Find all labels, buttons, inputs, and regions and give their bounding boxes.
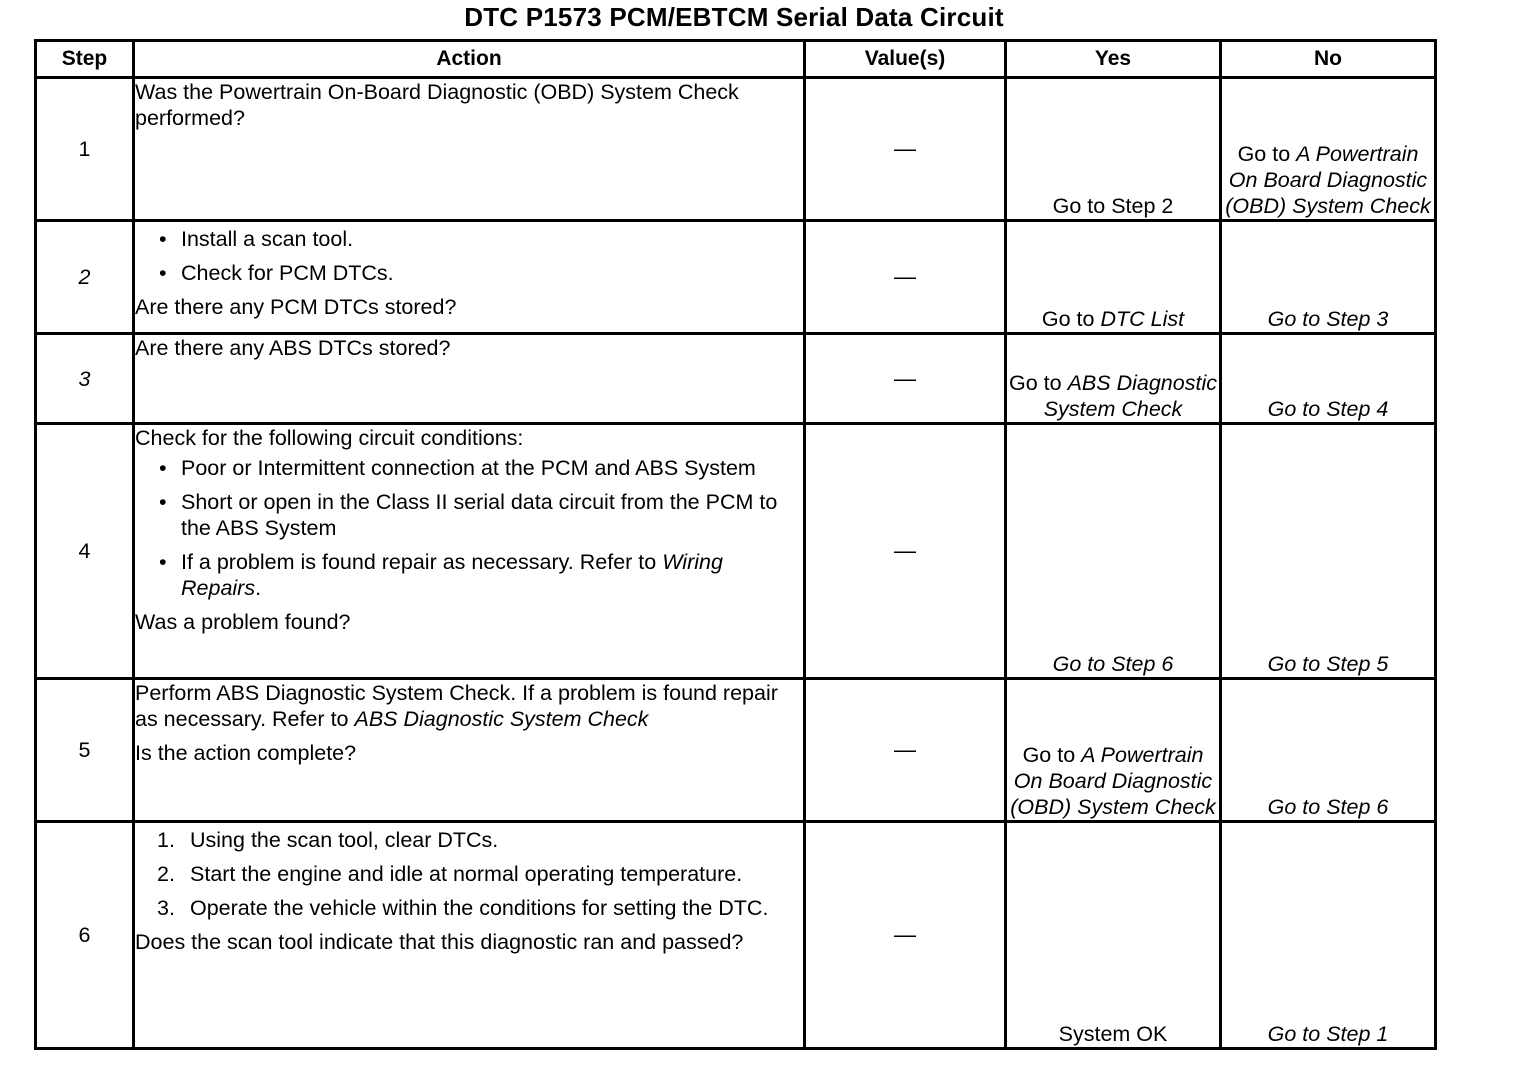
step-number: 2: [36, 221, 134, 334]
action-bullets: [135, 226, 803, 286]
action-question: Was a problem found?: [135, 610, 351, 634]
action-question: Is the action complete?: [135, 741, 357, 765]
diagnostic-table: [34, 39, 1437, 1050]
table-row-step-5: [36, 679, 1436, 822]
item-text: Operate the vehicle within the conditions for setting the DTC.: [190, 896, 769, 920]
value-cell: —: [805, 822, 1006, 1049]
item-number: 1.: [157, 828, 175, 852]
bullet-item: • Check for PCM DTCs.: [135, 260, 803, 286]
action-steps: [135, 827, 803, 921]
header-action: Action: [134, 41, 805, 78]
table-row-step-4: [36, 424, 1436, 679]
bullet-item: • Poor or Intermittent connection at the PCM and ABS System: [135, 455, 803, 481]
step-number: 6: [36, 822, 134, 1049]
action-cell: [134, 424, 805, 679]
header-values: Value(s): [805, 41, 1006, 78]
no-link[interactable]: A Powertrain On Board Diagnostic (OBD) System Check: [1225, 142, 1431, 218]
item-number: 2.: [157, 862, 175, 886]
yes-link[interactable]: DTC List: [1100, 307, 1185, 331]
yes-link[interactable]: ABS Diagnostic System Check: [1043, 371, 1217, 421]
numbered-item: [135, 827, 803, 853]
value-cell: —: [805, 78, 1006, 221]
bullet-item: • Install a scan tool.: [135, 226, 803, 252]
page-title: DTC P1573 PCM/EBTCM Serial Data Circuit: [464, 2, 1004, 32]
action-question: Are there any PCM DTCs stored?: [135, 295, 457, 319]
yes-cell: [1006, 822, 1221, 1049]
item-text: Start the engine and idle at normal operating temperature.: [190, 862, 743, 886]
header-no: No: [1221, 41, 1436, 78]
step-number: 3: [36, 334, 134, 424]
step-number: 4: [36, 424, 134, 679]
yes-cell: [1006, 221, 1221, 334]
yes-cell: [1006, 78, 1221, 221]
bullet-item: • If a problem is found repair as necessary. Refer to Wiring Repairs.: [135, 549, 803, 601]
value-cell: —: [805, 221, 1006, 334]
header-step: Step: [36, 41, 134, 78]
yes-text: Go to Step 2: [1052, 194, 1174, 218]
no-link[interactable]: Go to Step 3: [1267, 307, 1389, 331]
wiring-repairs-link[interactable]: Wiring Repairs: [181, 550, 723, 600]
value-cell: —: [805, 679, 1006, 822]
no-link[interactable]: Go to Step 6: [1267, 795, 1389, 819]
action-cell: [134, 78, 805, 221]
no-cell: [1221, 424, 1436, 679]
bullet-item: • Short or open in the Class II serial data circuit from the PCM to the ABS System: [135, 489, 803, 541]
yes-text: Go to: [1022, 743, 1076, 767]
numbered-item: [135, 895, 803, 921]
action-cell: [134, 679, 805, 822]
item-number: 3.: [157, 896, 175, 920]
no-cell: [1221, 78, 1436, 221]
yes-cell: [1006, 424, 1221, 679]
action-cell: [134, 822, 805, 1049]
action-intro: Check for the following circuit conditions:: [135, 426, 524, 450]
bullet-text: If a problem is found repair as necessary. Refer to: [181, 550, 657, 574]
no-link[interactable]: Go to Step 5: [1267, 652, 1389, 676]
value-cell: —: [805, 424, 1006, 679]
no-cell: [1221, 221, 1436, 334]
table-row-step-2: [36, 221, 1436, 334]
action-cell: [134, 334, 805, 424]
action-question: Are there any ABS DTCs stored?: [135, 336, 451, 360]
abs-check-link[interactable]: ABS Diagnostic System Check: [354, 707, 649, 731]
value-cell: —: [805, 334, 1006, 424]
numbered-item: [135, 861, 803, 887]
action-question: Does the scan tool indicate that this diagnostic ran and passed?: [135, 930, 744, 954]
yes-text: Go to: [1041, 307, 1095, 331]
yes-link[interactable]: Go to Step 6: [1052, 652, 1174, 676]
action-text: [135, 680, 803, 732]
item-text: Using the scan tool, clear DTCs.: [190, 828, 499, 852]
no-link[interactable]: Go to Step 4: [1267, 397, 1389, 421]
header-row: [36, 41, 1436, 78]
no-cell: [1221, 679, 1436, 822]
table-row-step-3: [36, 334, 1436, 424]
action-question: Was the Powertrain On-Board Diagnostic (OBD) System Check performed?: [135, 80, 739, 130]
action-cell: [134, 221, 805, 334]
yes-cell: [1006, 679, 1221, 822]
action-bullets: [135, 455, 803, 601]
yes-text: Go to: [1009, 371, 1062, 395]
header-yes: Yes: [1006, 41, 1221, 78]
yes-text: System OK: [1058, 1022, 1168, 1046]
no-cell: [1221, 334, 1436, 424]
step-number: 1: [36, 78, 134, 221]
table-row-step-1: [36, 78, 1436, 221]
no-link[interactable]: Go to Step 1: [1267, 1022, 1389, 1046]
yes-cell: [1006, 334, 1221, 424]
no-cell: [1221, 822, 1436, 1049]
yes-link[interactable]: A Powertrain On Board Diagnostic (OBD) System Check: [1010, 743, 1216, 819]
action-text-plain: Perform ABS Diagnostic System Check. If a problem is found repair as necessary. Refer to: [135, 681, 778, 731]
no-text: Go to: [1237, 142, 1291, 166]
step-number: 5: [36, 679, 134, 822]
table-row-step-6: [36, 822, 1436, 1049]
